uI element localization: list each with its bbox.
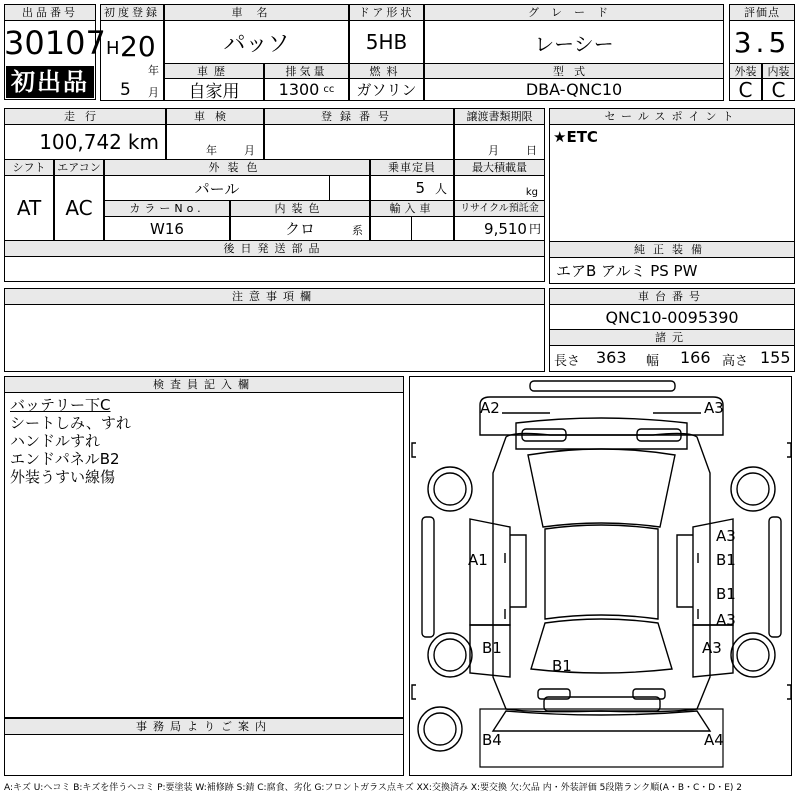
inspector-label: 検査員記入欄 [4, 376, 404, 393]
color-label: 外装色 [104, 159, 370, 176]
damage-mark: B4 [482, 731, 502, 749]
history: 自家用 [164, 78, 264, 101]
legend: A:キズ U:ヘコミ B:キズを伴うヘコミ P:要塗装 W:補修跡 S:錆 C:腐食、劣化 G:フロントガラス点キズ XX:交換済み X:要交換 欠:欠品 内・外装評価 5段階ランク順(A・B・C・D・E) 2 [4, 783, 743, 793]
displacement-label: 排気量 [264, 63, 349, 79]
import-cell-2 [411, 216, 454, 241]
damage-mark: A2 [480, 399, 500, 417]
equipment: エアB アルミ PS PW [549, 257, 795, 284]
color-extra-cell [329, 175, 370, 201]
damage-mark: A3 [716, 527, 736, 545]
damage-mark: A3 [716, 611, 736, 629]
grade-label: グレード [424, 4, 724, 21]
mileage-label: 走行 [4, 108, 166, 125]
inspection-label: 車検 [166, 108, 264, 125]
era: H [106, 38, 120, 59]
recycle: 9,510 [484, 219, 527, 238]
mileage-cell [4, 124, 166, 160]
load-unit: kg [525, 186, 538, 198]
displacement-unit: cc [323, 84, 335, 95]
damage-mark: A3 [702, 639, 722, 657]
import-cell-1 [370, 216, 412, 241]
car-outline-icon [410, 377, 793, 777]
fuel-label: 燃料 [349, 63, 424, 79]
load-cell [454, 175, 545, 201]
dims-cell [549, 345, 795, 372]
color: パール [104, 175, 330, 201]
later-parts-cell [4, 256, 545, 282]
color-no-label: カラーNo. [104, 200, 230, 217]
damage-mark: A3 [704, 399, 724, 417]
int-color-suffix: 系 [352, 224, 363, 237]
inspector-line: シートしみ、すれ [10, 414, 131, 432]
damage-mark: B1 [552, 657, 572, 675]
damage-mark: A1 [468, 551, 488, 569]
height-label: 高さ [722, 354, 749, 369]
int-color-label: 内装色 [230, 200, 370, 217]
office-notes [4, 734, 404, 776]
int-color-cell [230, 216, 370, 241]
capacity-cell [370, 175, 454, 201]
transfer-month-unit: 月 [488, 144, 499, 157]
model-label: 型式 [424, 63, 724, 79]
interior-grade: C [762, 78, 795, 101]
load-label: 最大積載量 [454, 159, 545, 176]
inspection-month-unit: 月 [244, 144, 255, 157]
car-name-label: 車名 [164, 4, 349, 21]
length: 363 [596, 348, 627, 367]
displacement: 1300 [278, 80, 320, 99]
reg-number-cell [264, 124, 454, 160]
exterior-grade: C [729, 78, 762, 101]
damage-diagram [409, 376, 792, 776]
later-parts-label: 後日発送部品 [4, 240, 545, 257]
reg-month-unit: 月 [148, 86, 159, 99]
capacity-unit: 人 [434, 181, 447, 196]
lot-number-label: 出品番号 [4, 4, 96, 21]
inspection-year-unit: 年 [206, 144, 217, 157]
width: 166 [680, 348, 711, 367]
score-label: 評価点 [729, 4, 795, 21]
shift: AT [4, 175, 54, 241]
length-label: 長さ [554, 354, 581, 369]
dims-label: 諸元 [549, 329, 795, 346]
inspector-line: エンドパネルB2 [10, 450, 120, 468]
notes-label: 注意事項欄 [4, 288, 545, 305]
notes-cell [4, 304, 545, 372]
ac: AC [54, 175, 104, 241]
door-label: ドア形状 [349, 4, 424, 21]
transfer-day-unit: 日 [526, 144, 537, 157]
ac-label: エアコン [54, 159, 104, 176]
capacity-label: 乗車定員 [370, 159, 454, 176]
damage-mark: B1 [716, 551, 736, 569]
recycle-cell [454, 216, 545, 241]
inspector-line: バッテリー下C [10, 396, 111, 414]
inspector-notes [4, 392, 404, 718]
damage-mark: B1 [482, 639, 502, 657]
mileage-unit: km [127, 130, 159, 154]
score: 3.5 [729, 20, 795, 64]
sales-point-label: セールスポイント [549, 108, 795, 125]
first-listing-badge: 初出品 [6, 66, 94, 98]
first-reg-label: 初度登録 [100, 4, 164, 21]
reg-year: 20 [120, 30, 156, 63]
reg-month: 5 [120, 80, 131, 100]
model-code: DBA-QNC10 [424, 78, 724, 101]
shift-label: シフト [4, 159, 54, 176]
import-label: 輸入車 [370, 200, 454, 217]
displacement-cell [264, 78, 349, 101]
chassis-label: 車台番号 [549, 288, 795, 305]
inspector-line: 外装うすい線傷 [10, 468, 116, 486]
reg-number-label: 登録番号 [264, 108, 454, 125]
capacity: 5 [415, 179, 425, 197]
mileage: 100,742 [39, 130, 122, 154]
recycle-unit: 円 [528, 222, 541, 236]
reg-year-unit: 年 [148, 64, 159, 77]
exterior-label: 外装 [729, 63, 762, 79]
equipment-label: 純正装備 [549, 241, 795, 258]
transfer-label: 譲渡書類期限 [454, 108, 545, 125]
recycle-label: リサイクル預託金 [454, 200, 545, 217]
height: 155 [760, 348, 791, 367]
fuel: ガソリン [349, 78, 424, 101]
chassis-number: QNC10-0095390 [549, 304, 795, 330]
sales-point: ★ETC [553, 128, 598, 146]
interior-label: 内装 [762, 63, 795, 79]
int-color: クロ [284, 220, 315, 238]
damage-mark: B1 [716, 585, 736, 603]
color-no: W16 [104, 216, 230, 241]
office-label: 事務局よりご案内 [4, 718, 404, 735]
width-label: 幅 [646, 354, 660, 369]
car-name: パッソ [164, 20, 349, 64]
grade: レーシー [424, 20, 724, 64]
damage-mark: A4 [704, 731, 724, 749]
door-type: 5HB [349, 20, 424, 64]
lot-number: 30107 [4, 24, 106, 62]
history-label: 車歴 [164, 63, 264, 79]
inspector-line: ハンドルすれ [10, 432, 101, 450]
